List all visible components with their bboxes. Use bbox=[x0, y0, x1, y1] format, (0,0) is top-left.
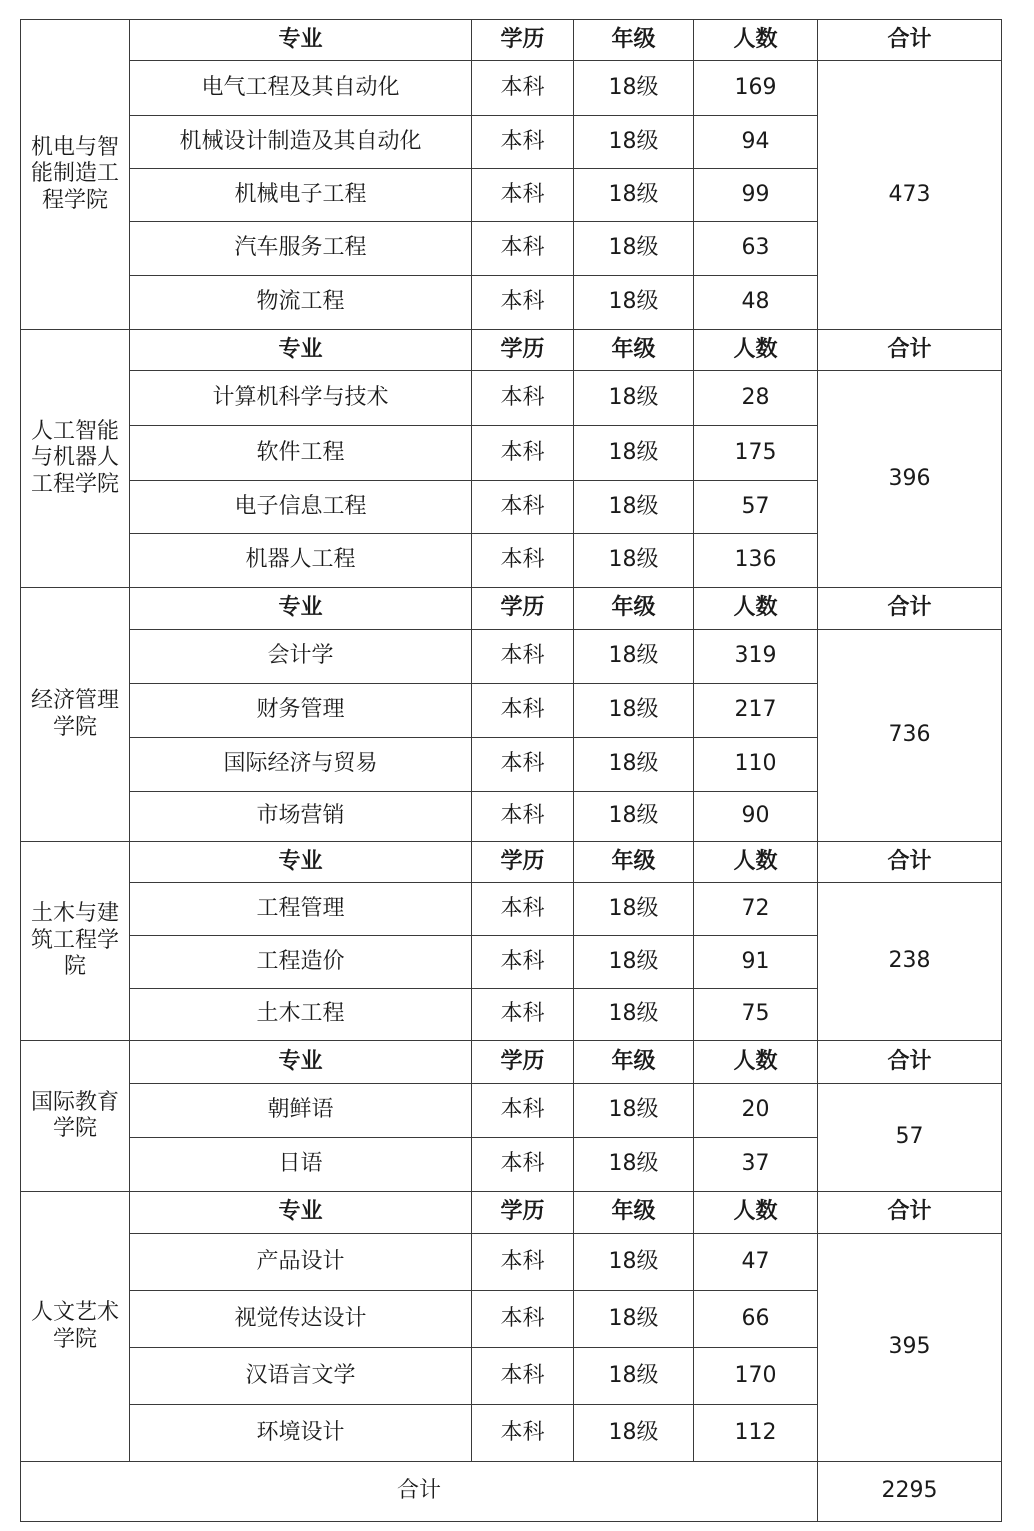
header-count: 人数 bbox=[694, 1192, 818, 1234]
cell-major: 视觉传达设计 bbox=[130, 1291, 472, 1348]
cell-count: 175 bbox=[694, 426, 818, 481]
cell-degree: 本科 bbox=[472, 222, 574, 276]
cell-degree: 本科 bbox=[472, 169, 574, 222]
college-total: 473 bbox=[818, 61, 1002, 330]
cell-major: 物流工程 bbox=[130, 276, 472, 330]
header-degree: 学历 bbox=[472, 1192, 574, 1234]
section-header-row bbox=[21, 1192, 1002, 1234]
header-degree: 学历 bbox=[472, 330, 574, 371]
header-major: 专业 bbox=[130, 1041, 472, 1084]
header-grade: 年级 bbox=[574, 330, 694, 371]
cell-major: 产品设计 bbox=[130, 1234, 472, 1291]
cell-degree: 本科 bbox=[472, 116, 574, 169]
cell-major: 汉语言文学 bbox=[130, 1348, 472, 1405]
header-major: 专业 bbox=[130, 1192, 472, 1234]
cell-major: 朝鲜语 bbox=[130, 1084, 472, 1138]
college-total: 238 bbox=[818, 883, 1002, 1041]
header-grade: 年级 bbox=[574, 1192, 694, 1234]
cell-count: 63 bbox=[694, 222, 818, 276]
cell-count: 75 bbox=[694, 989, 818, 1041]
table-row bbox=[21, 371, 1002, 426]
cell-count: 112 bbox=[694, 1405, 818, 1462]
cell-grade: 18级 bbox=[574, 371, 694, 426]
cell-grade: 18级 bbox=[574, 1234, 694, 1291]
cell-degree: 本科 bbox=[472, 481, 574, 534]
cell-major: 机器人工程 bbox=[130, 534, 472, 588]
table-row bbox=[21, 1084, 1002, 1138]
cell-major: 机械电子工程 bbox=[130, 169, 472, 222]
section-header-row bbox=[21, 1041, 1002, 1084]
section-header-row bbox=[21, 330, 1002, 371]
cell-major: 工程管理 bbox=[130, 883, 472, 936]
cell-major: 环境设计 bbox=[130, 1405, 472, 1462]
cell-grade: 18级 bbox=[574, 684, 694, 738]
cell-count: 28 bbox=[694, 371, 818, 426]
college-name: 土木与建筑工程学院 bbox=[21, 842, 130, 1041]
header-major: 专业 bbox=[130, 842, 472, 883]
cell-grade: 18级 bbox=[574, 792, 694, 842]
header-degree: 学历 bbox=[472, 1041, 574, 1084]
section-header-row bbox=[21, 842, 1002, 883]
header-grade: 年级 bbox=[574, 20, 694, 61]
cell-grade: 18级 bbox=[574, 534, 694, 588]
header-total: 合计 bbox=[818, 20, 1002, 61]
table-row bbox=[21, 883, 1002, 936]
cell-count: 136 bbox=[694, 534, 818, 588]
cell-major: 国际经济与贸易 bbox=[130, 738, 472, 792]
cell-degree: 本科 bbox=[472, 1138, 574, 1192]
header-total: 合计 bbox=[818, 588, 1002, 630]
section-header-row bbox=[21, 20, 1002, 61]
college-name: 人文艺术学院 bbox=[21, 1192, 130, 1462]
header-count: 人数 bbox=[694, 330, 818, 371]
cell-degree: 本科 bbox=[472, 534, 574, 588]
cell-major: 电子信息工程 bbox=[130, 481, 472, 534]
cell-degree: 本科 bbox=[472, 989, 574, 1041]
cell-grade: 18级 bbox=[574, 1291, 694, 1348]
cell-count: 20 bbox=[694, 1084, 818, 1138]
cell-count: 37 bbox=[694, 1138, 818, 1192]
cell-grade: 18级 bbox=[574, 1348, 694, 1405]
header-degree: 学历 bbox=[472, 588, 574, 630]
header-grade: 年级 bbox=[574, 588, 694, 630]
cell-count: 110 bbox=[694, 738, 818, 792]
header-grade: 年级 bbox=[574, 1041, 694, 1084]
cell-count: 170 bbox=[694, 1348, 818, 1405]
cell-degree: 本科 bbox=[472, 936, 574, 989]
table-row bbox=[21, 61, 1002, 116]
cell-degree: 本科 bbox=[472, 276, 574, 330]
cell-count: 169 bbox=[694, 61, 818, 116]
cell-major: 日语 bbox=[130, 1138, 472, 1192]
cell-grade: 18级 bbox=[574, 883, 694, 936]
grand-total-value: 2295 bbox=[818, 1462, 1002, 1522]
cell-count: 217 bbox=[694, 684, 818, 738]
cell-count: 72 bbox=[694, 883, 818, 936]
header-count: 人数 bbox=[694, 588, 818, 630]
cell-degree: 本科 bbox=[472, 738, 574, 792]
cell-grade: 18级 bbox=[574, 481, 694, 534]
grand-total-label: 合计 bbox=[21, 1462, 818, 1522]
cell-degree: 本科 bbox=[472, 61, 574, 116]
cell-major: 计算机科学与技术 bbox=[130, 371, 472, 426]
cell-degree: 本科 bbox=[472, 426, 574, 481]
cell-degree: 本科 bbox=[472, 684, 574, 738]
header-total: 合计 bbox=[818, 330, 1002, 371]
cell-grade: 18级 bbox=[574, 169, 694, 222]
cell-grade: 18级 bbox=[574, 1084, 694, 1138]
cell-major: 电气工程及其自动化 bbox=[130, 61, 472, 116]
college-name: 机电与智能制造工程学院 bbox=[21, 20, 130, 330]
cell-degree: 本科 bbox=[472, 1348, 574, 1405]
section-header-row bbox=[21, 588, 1002, 630]
cell-major: 汽车服务工程 bbox=[130, 222, 472, 276]
college-name: 经济管理学院 bbox=[21, 588, 130, 842]
cell-major: 市场营销 bbox=[130, 792, 472, 842]
enrollment-table bbox=[20, 19, 1002, 1522]
college-total: 395 bbox=[818, 1234, 1002, 1462]
cell-count: 57 bbox=[694, 481, 818, 534]
cell-degree: 本科 bbox=[472, 1291, 574, 1348]
cell-count: 48 bbox=[694, 276, 818, 330]
cell-major: 土木工程 bbox=[130, 989, 472, 1041]
cell-major: 软件工程 bbox=[130, 426, 472, 481]
cell-grade: 18级 bbox=[574, 276, 694, 330]
cell-count: 319 bbox=[694, 630, 818, 684]
grand-total-row bbox=[21, 1462, 1002, 1522]
cell-grade: 18级 bbox=[574, 426, 694, 481]
cell-grade: 18级 bbox=[574, 1138, 694, 1192]
table-row bbox=[21, 630, 1002, 684]
college-name: 国际教育学院 bbox=[21, 1041, 130, 1192]
college-total: 396 bbox=[818, 371, 1002, 588]
cell-degree: 本科 bbox=[472, 630, 574, 684]
header-degree: 学历 bbox=[472, 842, 574, 883]
cell-count: 91 bbox=[694, 936, 818, 989]
cell-degree: 本科 bbox=[472, 883, 574, 936]
cell-major: 机械设计制造及其自动化 bbox=[130, 116, 472, 169]
college-name: 人工智能与机器人工程学院 bbox=[21, 330, 130, 588]
cell-grade: 18级 bbox=[574, 630, 694, 684]
cell-count: 90 bbox=[694, 792, 818, 842]
college-total: 736 bbox=[818, 630, 1002, 842]
header-total: 合计 bbox=[818, 1192, 1002, 1234]
cell-grade: 18级 bbox=[574, 222, 694, 276]
cell-degree: 本科 bbox=[472, 1405, 574, 1462]
cell-major: 会计学 bbox=[130, 630, 472, 684]
header-total: 合计 bbox=[818, 1041, 1002, 1084]
cell-count: 99 bbox=[694, 169, 818, 222]
cell-major: 工程造价 bbox=[130, 936, 472, 989]
cell-grade: 18级 bbox=[574, 1405, 694, 1462]
header-major: 专业 bbox=[130, 330, 472, 371]
header-count: 人数 bbox=[694, 20, 818, 61]
cell-grade: 18级 bbox=[574, 116, 694, 169]
cell-degree: 本科 bbox=[472, 1084, 574, 1138]
college-total: 57 bbox=[818, 1084, 1002, 1192]
header-major: 专业 bbox=[130, 20, 472, 61]
cell-count: 47 bbox=[694, 1234, 818, 1291]
cell-count: 94 bbox=[694, 116, 818, 169]
cell-grade: 18级 bbox=[574, 989, 694, 1041]
cell-count: 66 bbox=[694, 1291, 818, 1348]
cell-grade: 18级 bbox=[574, 61, 694, 116]
cell-grade: 18级 bbox=[574, 738, 694, 792]
cell-degree: 本科 bbox=[472, 371, 574, 426]
header-count: 人数 bbox=[694, 1041, 818, 1084]
enrollment-sheet bbox=[20, 19, 1001, 1522]
header-major: 专业 bbox=[130, 588, 472, 630]
header-count: 人数 bbox=[694, 842, 818, 883]
cell-degree: 本科 bbox=[472, 792, 574, 842]
cell-grade: 18级 bbox=[574, 936, 694, 989]
header-total: 合计 bbox=[818, 842, 1002, 883]
header-degree: 学历 bbox=[472, 20, 574, 61]
cell-major: 财务管理 bbox=[130, 684, 472, 738]
header-grade: 年级 bbox=[574, 842, 694, 883]
table-row bbox=[21, 1234, 1002, 1291]
cell-degree: 本科 bbox=[472, 1234, 574, 1291]
